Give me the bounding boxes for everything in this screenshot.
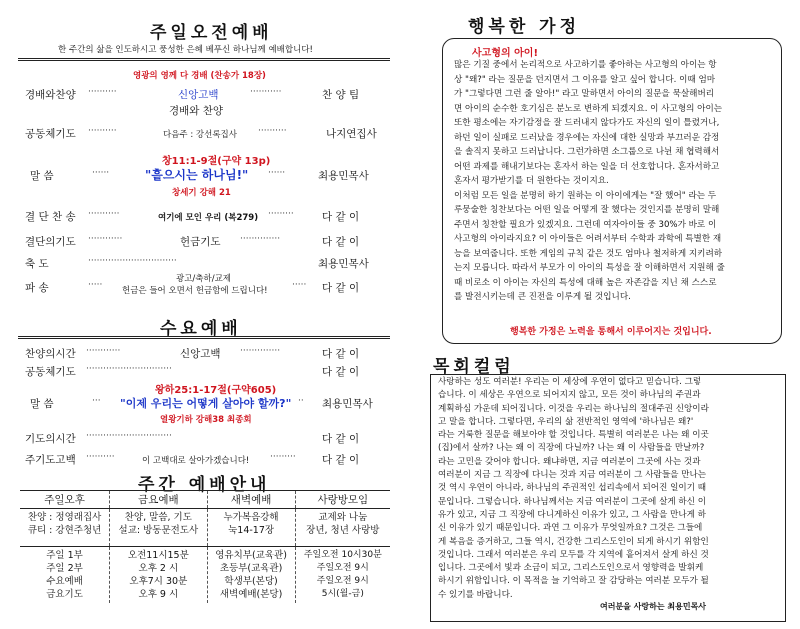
article-line: 수 있기를 바랍니다.: [438, 589, 513, 600]
row-right: 다 같 이: [322, 366, 360, 378]
row-center: 신앙고백: [180, 348, 221, 360]
table-cell: 주일오전 10시30분 주일오전 9시 주일오전 9시 5시(월-금): [295, 547, 390, 604]
sunday-theme: 영광의 영께 다 경배 (찬송가 18장): [133, 71, 266, 81]
leader-dots: ············: [86, 346, 121, 356]
row-center: 헌금기도: [180, 236, 221, 248]
sermon-series: 창세기 강해 21: [172, 188, 231, 198]
table-cell: 교제와 나눔 장년, 청년 사랑방: [295, 509, 390, 547]
leader-dots: ··············: [240, 346, 281, 356]
row-center: 경배와 찬양: [169, 105, 224, 117]
leader-dots: ·······························: [88, 256, 177, 266]
family-heading: 사고형의 아이!: [472, 48, 539, 59]
article-line: 혼자서 평가받기를 더 원한다는 것이지요.: [454, 176, 609, 186]
leader-dots: ··········: [88, 87, 117, 97]
table-cell: 주일 1부 주일 2부 수요예배 금요기도: [46, 550, 83, 600]
sermon-title: "흩으시는 하나님!": [145, 168, 249, 182]
table-cell: 찬양 : 정영래집사 큐티 : 강현주청년: [27, 512, 102, 536]
row-right: 다 같 이: [322, 433, 360, 445]
row-right: 다 같 이: [322, 348, 360, 360]
leader-dots: ··············: [240, 234, 281, 244]
row-right: 최용민목사: [322, 398, 373, 410]
row-label: 말 씀: [30, 170, 54, 182]
column-header: 주일오후: [20, 491, 110, 509]
leader-dots: ···········: [250, 87, 282, 97]
article-line: 를 발전시키는데 큰 진전을 이루게 될 것입니다.: [454, 292, 631, 302]
article-line: 하던 일이 실패로 드러났을 경우에는 자신에 대한 실망과 부끄러운 감정: [454, 132, 720, 143]
column-header: 금요예배: [110, 491, 207, 509]
article-line: 여러분이 지금 그 직장에 다니는 것과 지금 여러분이 그 사람들을 만나는: [438, 470, 707, 481]
article-line: 유가 있고, 지금 그 직장에 다니게하신 이유가 있고, 그 사람을 만나게 하: [438, 509, 706, 520]
row-label: 찬양의시간: [25, 348, 76, 360]
sunday-title: 주일오전예배: [150, 23, 273, 43]
row-center: 광고/축하/교제: [176, 274, 231, 284]
article-line: 신 이유가 있기 때문입니다. 과연 그 이유가 무엇일까요? 그것은 그들에: [438, 523, 703, 534]
article-line: 는지 모릅니다. 따라서 부모가 이 아이의 특성을 잘 이해하면서 지원해 줄: [454, 263, 725, 273]
family-footer: 행복한 가정은 노력을 통해서 이루어지는 것입니다.: [510, 327, 712, 337]
leader-dots: ······: [92, 168, 110, 178]
article-line: 문입니다. 그렇습니다. 하나님께서는 지금 여러분이 그곳에 살게 하신 이: [438, 496, 707, 507]
sunday-subtitle: 한 주간의 삶을 인도하시고 풍성한 은혜 베푸신 하나님께 예배합니다!: [58, 45, 313, 55]
article-line: 면 아이의 순수한 호기심은 분노로 변하게 되겠지요. 이 사고형의 아이는: [454, 103, 723, 114]
family-title: 행복한 가정: [468, 17, 581, 37]
sermon-reference: 왕하25:1-17절(구약605): [155, 385, 277, 396]
article-line: 고 말을 합니다. 그렇다면, 우리의 삶 전반적인 영역에 '하나님은 왜?': [438, 416, 694, 427]
article-line: 주면서 칭찬할 필요가 있겠지요. 그런데 여자아이들 중 30%가 바로 이: [454, 219, 717, 230]
row-right: 찬 양 팀: [322, 89, 360, 101]
leader-dots: ·····: [292, 280, 307, 290]
article-line: 것입니다. 그래서 여러분은 우리 모두를 각 지역에 흩어져서 살게 하신 것: [438, 549, 709, 560]
article-line: (집)에서 살까? 나는 왜 이 직장에 다닐까? 나는 왜 이 사람들을 만날까?: [438, 443, 705, 454]
family-article-body: [454, 58, 774, 305]
articles-panel: [400, 0, 800, 629]
row-right: 나지연집사: [326, 128, 377, 140]
article-line: 게 복음을 증거하고, 그들 역시, 건강한 그리스도인이 되게 하시기 위함인: [438, 536, 709, 547]
sermon-series: 열왕기하 강해38 최종회: [160, 415, 252, 425]
column-title: 목회컬럼: [433, 357, 515, 377]
article-line: 것 역시 우연이 아니라, 하나님의 주권적인 섭리속에서 되어진 일이기 때: [438, 483, 707, 494]
leader-dots: ······························: [86, 364, 172, 374]
article-line: 가 "그렇다면 그런 줄 알아!" 라고 말하면서 아이의 질문을 묵살해버리: [454, 89, 715, 99]
divider: [18, 58, 390, 61]
row-label: 경배와찬양: [25, 89, 76, 101]
article-line: 또한 평소에는 자기감정을 잘 드러내지 않다가도 자신의 일이 틀렸거나,: [454, 118, 720, 128]
column-article-body: [438, 376, 780, 602]
row-label: 기도의시간: [25, 433, 76, 445]
leader-dots: ··········: [258, 126, 287, 136]
row-label: 파 송: [25, 282, 49, 294]
leader-dots: ···: [92, 396, 101, 406]
table-cell: 오전11시15분 오후 2 시 오후7시 30분 오후 9 시: [110, 547, 207, 604]
article-line: 라는 고민을 갖어야 합니다. 왜냐하면, 지금 여러분이 그곳에 사는 것과: [438, 456, 701, 467]
article-line: 루뭉술한 칭찬보다는 어떤 일을 어떻게 잘 했다는 것인지를 분명히 말해: [454, 205, 720, 215]
sermon-title: "이제 우리는 어떻게 살아야 할까?": [120, 397, 292, 410]
article-line: 라는 거룩한 질문을 해보아야 할 것입니다. 특별히 여러분은 나는 왜 이곳: [438, 430, 709, 441]
leader-dots: ·········: [268, 209, 294, 219]
row-center: 다음주 : 강선록집사: [163, 130, 237, 140]
table-cell: 찬양, 말씀, 기도 설교: 방동문전도사: [110, 509, 207, 547]
leader-dots: ·····: [88, 280, 103, 290]
row-label: 공동체기도: [25, 128, 76, 140]
article-line: 사고형의 아이라지요? 이 아이들은 어려서부터 수학과 과학에 특별한 재: [454, 234, 722, 244]
article-line: 상 "왜?" 라는 질문을 던지면서 그 이유를 알고 싶어 합니다. 이때 엄마: [454, 74, 716, 85]
row-label: 결단의기도: [25, 236, 76, 248]
row-right: 다 같 이: [322, 236, 360, 248]
table-cell: 누가복음강해 눅14-17장: [207, 509, 295, 547]
article-line: 계획하심 가운데 되어집니다. 이것을 우리는 하나님의 절대주권 신앙이라: [438, 403, 709, 414]
row-center: 신앙고백: [178, 89, 219, 101]
leader-dots: ···········: [88, 209, 120, 219]
row-center: 이 고백대로 살아가겠습니다!: [142, 456, 250, 466]
article-line: 때 비로소 이 아이는 자신의 특성에 대해 높은 자존감을 지닌 채 스스로: [454, 277, 717, 288]
article-line: 사랑하는 성도 여러분! 우리는 이 세상에 우연이 없다고 믿습니다. 그렇: [438, 377, 702, 387]
article-line: 이처럼 모든 일을 분명히 하기 원하는 이 아이에게는 "잘 했어" 라는 두: [454, 190, 717, 201]
offering-note: 헌금은 들어 오면서 헌금함에 드립니다!: [122, 286, 268, 296]
row-right: 다 같 이: [322, 211, 360, 223]
leader-dots: ·········: [270, 452, 296, 462]
wednesday-title: 수요예배: [160, 319, 242, 339]
article-line: 을 솔직지 못하고 드러납니다. 그런가하면 소그룹으로 나뉜 채 협력해서: [454, 147, 720, 157]
row-label: 주기도고백: [25, 454, 76, 466]
row-right: 최용민목사: [318, 258, 369, 270]
leader-dots: ······························: [86, 431, 172, 441]
article-line: 어떤 과제를 해내기보다는 혼자서 하는 일을 더 선호합니다. 혼자서하고: [454, 161, 720, 172]
article-line: 능을 보여줍니다. 또한 게임의 규칙 같은 것도 엄마나 철저하게 지키려하: [454, 248, 723, 259]
row-right: 다 같 이: [322, 454, 360, 466]
article-line: 하시기 위함입니다. 이 목적을 늘 기억하고 잘 감당하는 여러분 모두가 될: [438, 576, 709, 587]
leader-dots: ··: [298, 396, 304, 406]
article-line: 입니다. 그곳에서 빛과 소금이 되고, 그리스도인으로서 영향력을 발휘케: [438, 563, 704, 574]
row-label: 공동체기도: [25, 366, 76, 378]
column-header: 사랑방모임: [295, 491, 390, 509]
row-right: 다 같 이: [322, 282, 360, 294]
article-line: 많은 기질 중에서 논리적으로 사고하기를 좋아하는 사고형의 아이는 항: [454, 60, 717, 70]
article-line: 습니다. 이 세상은 우연으로 되어지지 않고, 모든 것이 하나님의 주권과: [438, 390, 701, 401]
column-signature: 여러분을 사랑하는 최용민목사: [600, 602, 707, 611]
leader-dots: ············: [88, 234, 123, 244]
row-right: 최용민목사: [318, 170, 369, 182]
column-header: 새벽예배: [207, 491, 295, 509]
leader-dots: ··········: [88, 126, 117, 136]
weekly-title: 주간 예배안내: [138, 475, 271, 495]
row-label: 결 단 찬 송: [25, 211, 76, 223]
row-label: 축 도: [25, 258, 49, 270]
leader-dots: ··········: [86, 452, 115, 462]
table-cell: 영유치부(교육관) 초등부(교육관) 학생부(본당) 새벽예배(본당): [207, 547, 295, 604]
row-center: 여기에 모인 우리 (복279): [158, 213, 259, 223]
divider: [18, 336, 390, 339]
leader-dots: ······: [268, 168, 286, 178]
row-label: 말 씀: [30, 398, 54, 410]
weekly-schedule-table: [20, 490, 390, 603]
sermon-reference: 창11:1-9절(구약 13p): [162, 156, 271, 167]
